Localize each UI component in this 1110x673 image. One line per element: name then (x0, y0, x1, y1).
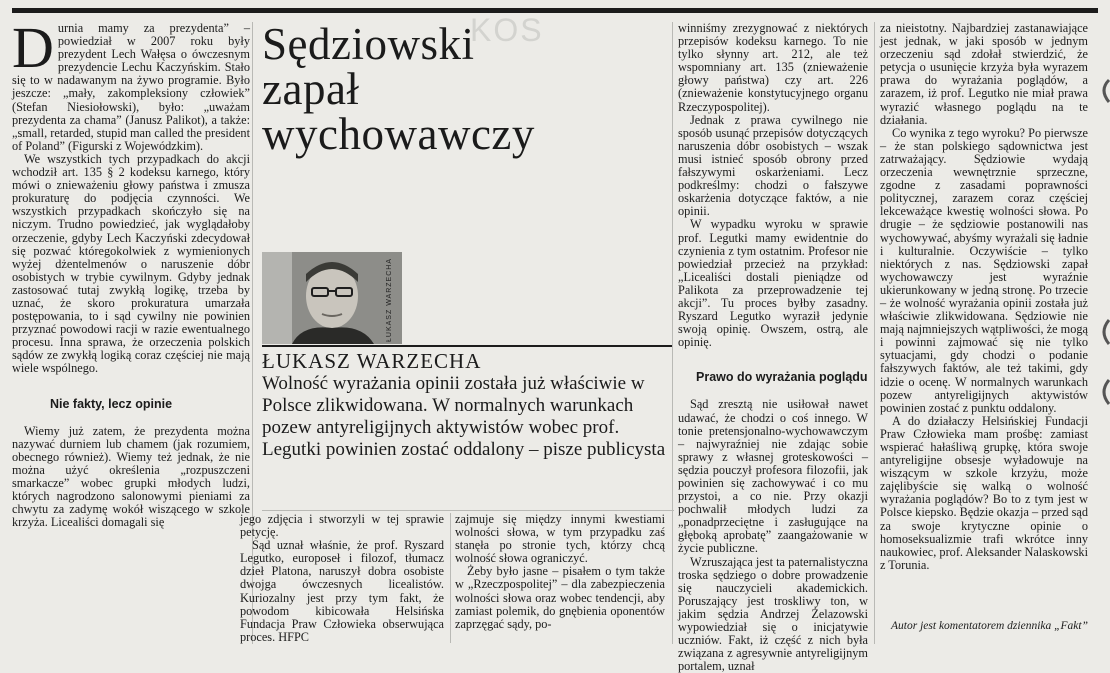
background-ghost-text: KOS (470, 12, 544, 48)
col2-paragraph: jego zdjęcia i stworzyli w tej sprawie petycję. (240, 512, 444, 540)
col4-paragraph: W wypadku wyroku w sprawie prof. Legutki mamy ewidentnie do czynienia z tym ostatnim. Profesor nie powiedział przecież na przykład: „Licealiści dostali pieniądze od Palikota za przeprowadzenie tej akcji”. Tu proces byłby zasadny. Ryszard Legutko wyraził jedynie swoją opinię. Owszem, ostrą, ale opinię. (678, 217, 868, 350)
headline-line: wychowawczy (262, 109, 535, 159)
column-4 (678, 21, 868, 673)
column-rule (672, 22, 673, 644)
col5-paragraph: A do działaczy Helsińskiej Fundacji Praw Człowieka mam prośbę: zamiast wspierać hałaśliwą grupkę, która swoje antyreligijne obsesje wyładowuje na wiszącym w szkole krzyżu, może zajęlibyście się walką o wolność wyrażania poglądów? Bo to z tym jest w Polsce kiepsko. Będzie okazja – przed sąd za swoje krytyczne opinie o homoseksualizmie trafi wkrótce inny naukowiec, prof. Aleksander Nalaskowski z Torunia. (880, 413, 1088, 572)
col4-paragraph: winniśmy zrezygnować z niektórych przepisów kodeksu karnego. To nie tylko słynny art. 212, ale też wspomniany art. 135 (znieważenie głowy państwa) czy art. 226 (znieważenie konstytucyjnego organu Rzeczypospolitej). (678, 21, 868, 114)
column-rule (874, 22, 875, 644)
author-byline: ŁUKASZ WARZECHA (262, 349, 482, 373)
column-1 (12, 15, 250, 644)
col1-paragraph: We wszystkich tych przypadkach do akcji wchodził art. 135 § 2 kodeksu karnego, który mówi o znieważeniu głowy państwa i zmusza prokuraturę do podjęcia czynności. We wszystkich przypadkach skończyło się na niczym. Trudno powiedzieć, jak wyglądałoby orzeczenie, gdyby Lech Kaczyński zdecydował się pozwać któregokolwiek z wymienionych wyżej dżentelmenów o naruszenie dóbr osobistych w trybie cywilnym. Gdyby jednak zastosować tutaj zwykłą logikę, trzeba by uznać, że skoro prokuratura umarzała postępowania, to i sąd cywilny nie powinien przyznać powodowi racji w razie ewentualnego procesu. Inna sprawa, że orzeczenia polskich sądów ze zwykłą logiką coraz częściej nie mają wiele wspólnego. (12, 151, 250, 376)
top-rule (12, 8, 1098, 13)
column-5 (880, 22, 1088, 618)
photo-credit: ŁUKASZ WARZECHA (386, 258, 393, 342)
column-rule (450, 513, 451, 643)
col4-paragraph: Sąd zresztą nie usiłował nawet udawać, że chodzi o coś innego. W tonie pretensjonalno-wychowawczym – najwyraźniej nie zdając sobie sprawy z własnej groteskowości – sędzia pouczył profesora filozofii, jak powinien się zachowywać i co mu przystoi, a co nie. Przy okazji pochwalił młodych ludzi za „ponadprzeciętne i zasługujące na głęboką aprobatę” zaangażowanie w życie publiczne. (678, 397, 868, 556)
col3-paragraph: zajmuje się między innymi kwestiami wolności słowa, w tym przypadku zaś stanęła po stronie tych, którzy chcą wolność słowa ograniczyć. (455, 512, 665, 566)
lead-paragraph: Wolność wyrażania opinii została już właściwie w Polsce zlikwidowana. W normalnych warunkach pozew antyreligijnych aktywistów wobec prof. Legutki powinien zostać oddalony – pisze publicysta (262, 373, 666, 460)
col1-paragraph: Wiemy już zatem, że prezydenta można nazywać durniem lub chamem (jak rozumiem, obecnego również). Wiemy też jednak, że nie można użyć określenia „rozpuszczeni smarkacze” wobec grupki młodych ludzi, których nagrodzono salonowymi pieniami za chwytu za zadymę wokół wiszącego w szkole krzyża. Licealiści domagali się (12, 423, 250, 530)
subheading-nie-fakty: Nie fakty, lecz opinie (50, 396, 173, 411)
col2-paragraph: Sąd uznał właśnie, że prof. Ryszard Legutko, europoseł i filozof, tłumacz dzieł Platona, naruszył dobra osobiste dwojga ówczesnych licealistów. Kuriozalny jest przy tym fakt, że powodom kibicowała Helsińska Fundacja Praw Człowieka obserwująca proces. HFPC (240, 538, 444, 644)
page-edge-shadow (1095, 20, 1110, 640)
headline (262, 19, 672, 159)
headline-line: zapał (262, 64, 360, 114)
col1-paragraph: urnia mamy za prezydenta” – powiedział w 2007 roku były prezydent Lech Wałęsa o ówczesnym prezydencie Lechu Kaczyńskim. Stało się to w nadawanym na żywo programie. Było jeszcze: „mały, zakompleksiony człowiek” (Stefan Niesiołowski), było: „uważam prezydenta za chama” (Janusz Palikot), a także: „small, retarded, stupid man called the president of Poland” (Figurski z Wojewódzkim). (12, 21, 250, 153)
subheading-prawo: Prawo do wyrażania poglądu (696, 370, 868, 385)
col5-paragraph: Co wynika z tego wyroku? Po pierwsze – że stan polskiego sądownictwa jest zatrważający. Sędziowie wydają orzeczenia wewnętrznie sprzeczne, zgodne z zasadami poprawności politycznej, zarazem coraz częściej lekceważące kwestię wolności słowa. Po drugie – że sędziowie postanowili nas wychowywać, abyśmy wyrażali się ładnie i kulturalnie. Oczywiście – tylko niektórych z nas. Sędziowski zapał wychowawczy jest wyraźnie ukierunkowany w jedną stronę. Po trzecie – że wolność wyrażania opinii została już właściwie zlikwidowana. Sędziowie nie mają najmniejszych wątpliwości, że mogą i powinni zajmować się nie tylko sytuacjami, gdy chodzi o podanie fałszywych faktów, ale też takimi, gdy idzie o ocenę. W normalnych warunkach pozew antyreligijnych aktywistów powinien zostać z punktu oddalony. (880, 125, 1088, 415)
column-2 (240, 513, 444, 643)
author-note: Autor jest komentatorem dziennika „Fakt” (891, 620, 1088, 632)
author-portrait-image (262, 252, 402, 344)
byline-rule (262, 345, 672, 347)
col4-paragraph: Jednak z prawa cywilnego nie sposób usunąć przepisów dotyczących naruszenia dóbr osobistych – wszak musi istnieć sposób obrony przed fałszywymi oskarżeniami. Lecz podkreślmy: chodzi o fałszywe oskarżenia dotyczące faktów, a nie opinii. (678, 112, 868, 219)
col4-paragraph: Wzruszająca jest ta paternalistyczna troska sędziego o dobre prowadzenie się nauczycieli akademickich. Poruszający jest troskliwy ton, w jakim sędzia Andrzej Żelazowski wypowiedział się o inicjatywie uczniów. Fakt, iż część z nich była związana z agresywnie antyreligijnym portalem, uznał (678, 554, 868, 673)
column-3 (455, 513, 665, 643)
col5-paragraph: za nieistotny. Najbardziej zastanawiające jest jednak, w jaki sposób w jednym orzeczeniu sąd zdołał stwierdzić, że petycja o usunięcie krzyża była wyrazem prawa do wyrażania poglądów, a zarazem, iż prof. Legutko nie miał prawa wyrazić własnego poglądu na te działania. (880, 21, 1088, 127)
col3-paragraph: Żeby było jasne – pisałem o tym także w „Rzeczpospolitej” – dla zabezpieczenia wolności słowa oraz wobec tendencji, aby zamiast polemik, do gnębienia oponentów zaprzęgać sądy, po- (455, 564, 665, 631)
section-rule (262, 510, 674, 511)
drop-cap: D (12, 15, 54, 80)
author-photo (262, 252, 402, 344)
headline-line: Sędziowski (262, 19, 475, 69)
